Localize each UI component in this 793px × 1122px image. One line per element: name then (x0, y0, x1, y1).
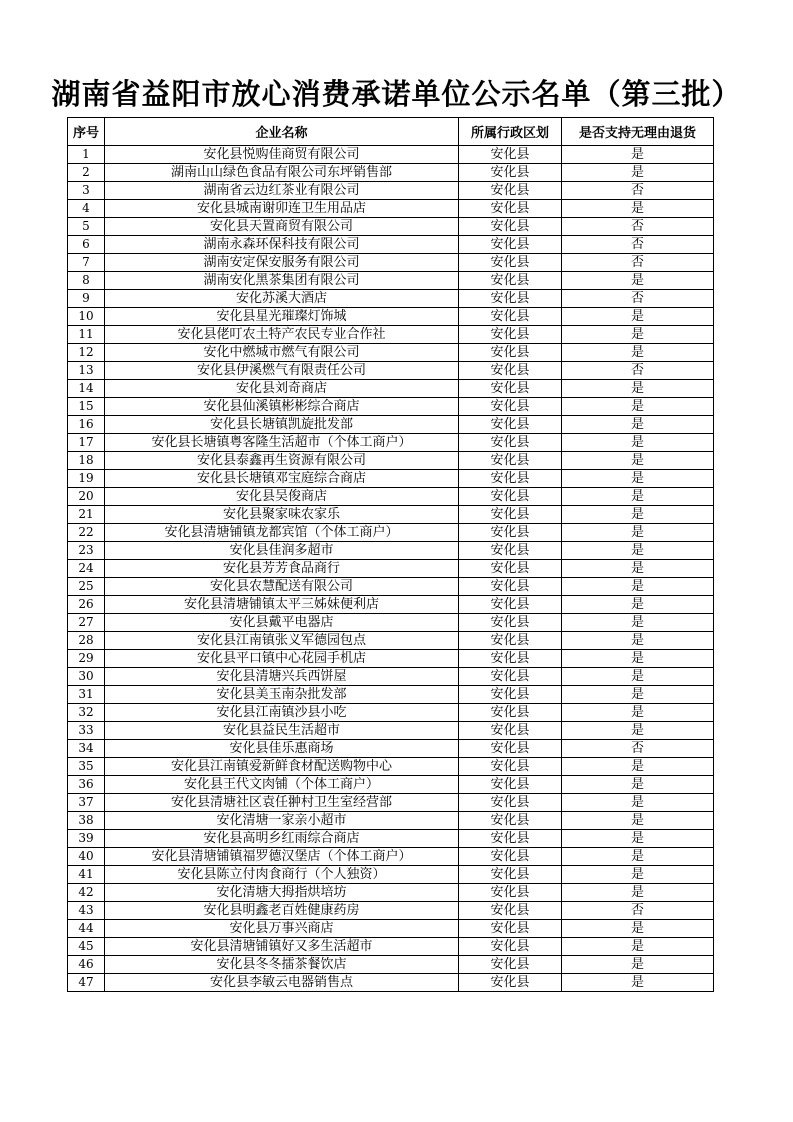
table-row (68, 686, 714, 704)
cell-seq: 34 (68, 740, 105, 758)
cell-region: 安化县 (459, 362, 562, 380)
cell-refund-support: 是 (562, 668, 714, 686)
cell-seq: 38 (68, 812, 105, 830)
cell-company-name: 安化县清塘铺镇太平三姊妹便利店 (105, 596, 459, 614)
cell-region: 安化县 (459, 218, 562, 236)
cell-company-name: 安化县清塘铺镇好又多生活超市 (105, 938, 459, 956)
table-row (68, 956, 714, 974)
cell-region: 安化县 (459, 956, 562, 974)
cell-region: 安化县 (459, 164, 562, 182)
cell-refund-support: 是 (562, 452, 714, 470)
cell-company-name: 安化县李敏云电器销售点 (105, 974, 459, 992)
table-row (68, 668, 714, 686)
table-row (68, 290, 714, 308)
cell-seq: 25 (68, 578, 105, 596)
cell-company-name: 安化县江南镇爱新鲜食材配送购物中心 (105, 758, 459, 776)
table-row (68, 164, 714, 182)
cell-company-name: 安化县吴俊商店 (105, 488, 459, 506)
cell-seq: 33 (68, 722, 105, 740)
cell-refund-support: 是 (562, 794, 714, 812)
table-row (68, 200, 714, 218)
company-table (67, 117, 714, 992)
cell-company-name: 安化清塘一家亲小超市 (105, 812, 459, 830)
cell-company-name: 安化县仙溪镇彬彬综合商店 (105, 398, 459, 416)
cell-refund-support: 是 (562, 434, 714, 452)
cell-refund-support: 否 (562, 362, 714, 380)
cell-region: 安化县 (459, 182, 562, 200)
cell-seq: 46 (68, 956, 105, 974)
cell-seq: 7 (68, 254, 105, 272)
cell-company-name: 安化县戴平电器店 (105, 614, 459, 632)
cell-region: 安化县 (459, 542, 562, 560)
cell-seq: 6 (68, 236, 105, 254)
table-row (68, 902, 714, 920)
cell-company-name: 安化县益民生活超市 (105, 722, 459, 740)
cell-refund-support: 是 (562, 974, 714, 992)
table-row (68, 146, 714, 164)
cell-region: 安化县 (459, 452, 562, 470)
cell-refund-support: 是 (562, 164, 714, 182)
table-row (68, 722, 714, 740)
table-row (68, 848, 714, 866)
cell-seq: 16 (68, 416, 105, 434)
cell-refund-support: 是 (562, 470, 714, 488)
cell-refund-support: 是 (562, 848, 714, 866)
cell-seq: 20 (68, 488, 105, 506)
cell-seq: 40 (68, 848, 105, 866)
cell-region: 安化县 (459, 488, 562, 506)
cell-seq: 24 (68, 560, 105, 578)
table-row (68, 884, 714, 902)
cell-refund-support: 是 (562, 578, 714, 596)
cell-seq: 37 (68, 794, 105, 812)
cell-seq: 28 (68, 632, 105, 650)
cell-seq: 22 (68, 524, 105, 542)
cell-refund-support: 是 (562, 884, 714, 902)
cell-company-name: 安化县农慧配送有限公司 (105, 578, 459, 596)
cell-region: 安化县 (459, 272, 562, 290)
cell-company-name: 安化县江南镇张义军德园包点 (105, 632, 459, 650)
cell-refund-support: 是 (562, 326, 714, 344)
cell-company-name: 安化县江南镇沙县小吃 (105, 704, 459, 722)
table-row (68, 776, 714, 794)
cell-seq: 10 (68, 308, 105, 326)
table-row (68, 920, 714, 938)
cell-region: 安化县 (459, 560, 562, 578)
table-row (68, 344, 714, 362)
cell-seq: 18 (68, 452, 105, 470)
cell-region: 安化县 (459, 920, 562, 938)
cell-seq: 19 (68, 470, 105, 488)
cell-company-name: 安化县陈立付肉食商行（个人独资） (105, 866, 459, 884)
cell-company-name: 湖南安化黑茶集团有限公司 (105, 272, 459, 290)
cell-company-name: 安化县美玉南杂批发部 (105, 686, 459, 704)
cell-refund-support: 是 (562, 704, 714, 722)
cell-region: 安化县 (459, 938, 562, 956)
cell-refund-support: 是 (562, 524, 714, 542)
header-refund-support: 是否支持无理由退货 (562, 118, 714, 146)
cell-region: 安化县 (459, 704, 562, 722)
cell-seq: 27 (68, 614, 105, 632)
cell-seq: 2 (68, 164, 105, 182)
cell-seq: 36 (68, 776, 105, 794)
cell-seq: 44 (68, 920, 105, 938)
cell-region: 安化县 (459, 146, 562, 164)
cell-region: 安化县 (459, 200, 562, 218)
cell-seq: 43 (68, 902, 105, 920)
table-row (68, 542, 714, 560)
cell-seq: 26 (68, 596, 105, 614)
table-row (68, 272, 714, 290)
cell-company-name: 安化县清塘铺镇福罗德汉堡店（个体工商户） (105, 848, 459, 866)
cell-seq: 42 (68, 884, 105, 902)
cell-region: 安化县 (459, 848, 562, 866)
table-header-row (68, 118, 714, 146)
table-row (68, 182, 714, 200)
cell-seq: 41 (68, 866, 105, 884)
table-row (68, 254, 714, 272)
cell-refund-support: 是 (562, 812, 714, 830)
cell-region: 安化县 (459, 290, 562, 308)
cell-company-name: 安化县悦购佳商贸有限公司 (105, 146, 459, 164)
table-row (68, 596, 714, 614)
table-row (68, 866, 714, 884)
table-row (68, 704, 714, 722)
cell-refund-support: 是 (562, 920, 714, 938)
table-row (68, 578, 714, 596)
table-row (68, 326, 714, 344)
cell-seq: 13 (68, 362, 105, 380)
cell-region: 安化县 (459, 308, 562, 326)
cell-refund-support: 否 (562, 236, 714, 254)
table-row (68, 974, 714, 992)
cell-seq: 17 (68, 434, 105, 452)
header-seq: 序号 (68, 118, 105, 146)
cell-region: 安化县 (459, 974, 562, 992)
cell-region: 安化县 (459, 812, 562, 830)
cell-refund-support: 是 (562, 542, 714, 560)
cell-region: 安化县 (459, 434, 562, 452)
page-title: 湖南省益阳市放心消费承诺单位公示名单（第三批） (51, 77, 742, 111)
cell-region: 安化县 (459, 470, 562, 488)
cell-seq: 3 (68, 182, 105, 200)
table-row (68, 794, 714, 812)
cell-refund-support: 是 (562, 560, 714, 578)
cell-company-name: 湖南山山绿色食品有限公司东坪销售部 (105, 164, 459, 182)
cell-company-name: 安化县长塘镇凯旋批发部 (105, 416, 459, 434)
table-row (68, 614, 714, 632)
table-row (68, 416, 714, 434)
cell-refund-support: 是 (562, 776, 714, 794)
cell-seq: 32 (68, 704, 105, 722)
cell-refund-support: 是 (562, 614, 714, 632)
cell-company-name: 湖南安定保安服务有限公司 (105, 254, 459, 272)
cell-company-name: 安化县城南谢卯连卫生用品店 (105, 200, 459, 218)
cell-company-name: 湖南永森环保科技有限公司 (105, 236, 459, 254)
table-row (68, 218, 714, 236)
header-company-name: 企业名称 (105, 118, 459, 146)
table-row (68, 938, 714, 956)
cell-company-name: 安化县长塘镇邓宝庭综合商店 (105, 470, 459, 488)
cell-seq: 35 (68, 758, 105, 776)
table-row (68, 812, 714, 830)
cell-company-name: 安化县长塘镇粤客隆生活超市（个体工商户） (105, 434, 459, 452)
cell-refund-support: 是 (562, 830, 714, 848)
cell-refund-support: 否 (562, 182, 714, 200)
cell-region: 安化县 (459, 776, 562, 794)
cell-refund-support: 否 (562, 740, 714, 758)
cell-company-name: 安化苏溪大酒店 (105, 290, 459, 308)
cell-refund-support: 是 (562, 146, 714, 164)
cell-refund-support: 是 (562, 308, 714, 326)
table-row (68, 398, 714, 416)
cell-refund-support: 否 (562, 902, 714, 920)
cell-company-name: 安化县天置商贸有限公司 (105, 218, 459, 236)
cell-company-name: 安化清塘大拇指烘培坊 (105, 884, 459, 902)
cell-seq: 45 (68, 938, 105, 956)
cell-region: 安化县 (459, 740, 562, 758)
cell-region: 安化县 (459, 344, 562, 362)
cell-region: 安化县 (459, 758, 562, 776)
cell-company-name: 安化县清塘铺镇龙都宾馆（个体工商户） (105, 524, 459, 542)
cell-company-name: 安化县佬叮农土特产农民专业合作社 (105, 326, 459, 344)
cell-seq: 23 (68, 542, 105, 560)
cell-region: 安化县 (459, 326, 562, 344)
cell-company-name: 安化县明鑫老百姓健康药房 (105, 902, 459, 920)
cell-company-name: 安化县泰鑫再生资源有限公司 (105, 452, 459, 470)
cell-seq: 4 (68, 200, 105, 218)
cell-seq: 47 (68, 974, 105, 992)
cell-seq: 14 (68, 380, 105, 398)
cell-region: 安化县 (459, 398, 562, 416)
cell-region: 安化县 (459, 866, 562, 884)
table-row (68, 506, 714, 524)
cell-company-name: 安化县王代文肉铺（个体工商户） (105, 776, 459, 794)
cell-company-name: 安化县佳润多超市 (105, 542, 459, 560)
cell-refund-support: 是 (562, 650, 714, 668)
cell-seq: 21 (68, 506, 105, 524)
cell-company-name: 安化县伊溪燃气有限责任公司 (105, 362, 459, 380)
cell-refund-support: 是 (562, 758, 714, 776)
table-row (68, 380, 714, 398)
cell-region: 安化县 (459, 254, 562, 272)
cell-refund-support: 是 (562, 956, 714, 974)
cell-seq: 8 (68, 272, 105, 290)
cell-seq: 11 (68, 326, 105, 344)
cell-company-name: 安化县清塘兴兵西饼屋 (105, 668, 459, 686)
cell-refund-support: 是 (562, 488, 714, 506)
cell-region: 安化县 (459, 686, 562, 704)
cell-region: 安化县 (459, 596, 562, 614)
cell-company-name: 安化县佳乐惠商场 (105, 740, 459, 758)
cell-refund-support: 是 (562, 506, 714, 524)
cell-seq: 12 (68, 344, 105, 362)
cell-refund-support: 是 (562, 344, 714, 362)
table-row (68, 758, 714, 776)
cell-seq: 1 (68, 146, 105, 164)
cell-company-name: 安化县万事兴商店 (105, 920, 459, 938)
cell-company-name: 安化县高明乡红雨综合商店 (105, 830, 459, 848)
cell-company-name: 湖南省云边红茶业有限公司 (105, 182, 459, 200)
cell-region: 安化县 (459, 506, 562, 524)
cell-seq: 5 (68, 218, 105, 236)
cell-refund-support: 是 (562, 416, 714, 434)
header-region: 所属行政区划 (459, 118, 562, 146)
table-row (68, 452, 714, 470)
cell-refund-support: 是 (562, 686, 714, 704)
cell-company-name: 安化中燃城市燃气有限公司 (105, 344, 459, 362)
cell-refund-support: 是 (562, 398, 714, 416)
cell-company-name: 安化县聚家味农家乐 (105, 506, 459, 524)
cell-region: 安化县 (459, 578, 562, 596)
table-row (68, 308, 714, 326)
cell-company-name: 安化县刘奇商店 (105, 380, 459, 398)
table-body (68, 146, 714, 992)
cell-refund-support: 是 (562, 200, 714, 218)
cell-region: 安化县 (459, 830, 562, 848)
cell-refund-support: 否 (562, 290, 714, 308)
table-row (68, 236, 714, 254)
cell-refund-support: 是 (562, 938, 714, 956)
table-row (68, 362, 714, 380)
cell-region: 安化县 (459, 524, 562, 542)
cell-region: 安化县 (459, 614, 562, 632)
table-row (68, 434, 714, 452)
table-row (68, 488, 714, 506)
cell-company-name: 安化县平口镇中心花园手机店 (105, 650, 459, 668)
cell-refund-support: 是 (562, 596, 714, 614)
cell-refund-support: 是 (562, 380, 714, 398)
cell-seq: 9 (68, 290, 105, 308)
cell-region: 安化县 (459, 380, 562, 398)
cell-seq: 15 (68, 398, 105, 416)
cell-region: 安化县 (459, 632, 562, 650)
cell-seq: 39 (68, 830, 105, 848)
table-row (68, 560, 714, 578)
cell-company-name: 安化县清塘社区袁任翀村卫生室经营部 (105, 794, 459, 812)
cell-seq: 30 (68, 668, 105, 686)
table-row (68, 650, 714, 668)
table-row (68, 740, 714, 758)
cell-refund-support: 是 (562, 722, 714, 740)
table-row (68, 470, 714, 488)
table-row (68, 524, 714, 542)
cell-seq: 31 (68, 686, 105, 704)
cell-region: 安化县 (459, 236, 562, 254)
cell-seq: 29 (68, 650, 105, 668)
cell-company-name: 安化县芳芳食品商行 (105, 560, 459, 578)
table-row (68, 830, 714, 848)
cell-refund-support: 否 (562, 218, 714, 236)
cell-region: 安化县 (459, 668, 562, 686)
cell-company-name: 安化县冬冬擂茶餐饮店 (105, 956, 459, 974)
cell-region: 安化县 (459, 650, 562, 668)
cell-refund-support: 是 (562, 866, 714, 884)
cell-region: 安化县 (459, 794, 562, 812)
cell-refund-support: 否 (562, 254, 714, 272)
cell-company-name: 安化县星光璀璨灯饰城 (105, 308, 459, 326)
cell-region: 安化县 (459, 722, 562, 740)
cell-region: 安化县 (459, 902, 562, 920)
cell-refund-support: 是 (562, 272, 714, 290)
cell-region: 安化县 (459, 416, 562, 434)
cell-region: 安化县 (459, 884, 562, 902)
cell-refund-support: 是 (562, 632, 714, 650)
table-row (68, 632, 714, 650)
